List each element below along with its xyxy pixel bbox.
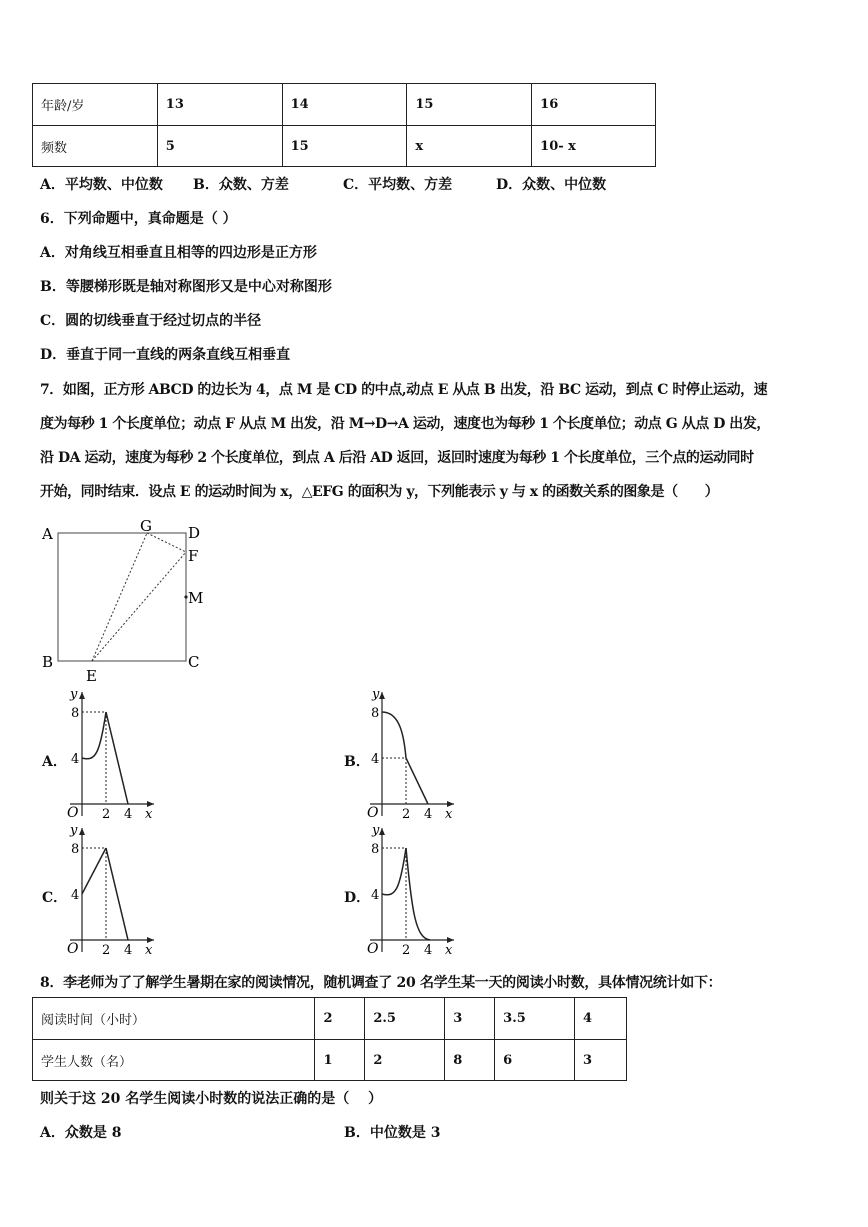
axis-y-label: y	[372, 823, 380, 838]
table-cell: 16	[532, 84, 656, 126]
tick-2: 2	[402, 807, 411, 822]
table-cell: 阅读时间（小时）	[33, 998, 315, 1040]
table-cell: 2	[365, 1040, 445, 1081]
tick-4: 4	[71, 888, 80, 903]
q7-option-b-label: B．	[344, 754, 370, 770]
table-cell: 学生人数（名）	[33, 1040, 315, 1081]
q6-option-b: B．等腰梯形既是轴对称图形又是中心对称图形	[40, 279, 332, 295]
tick-8: 8	[71, 706, 80, 721]
table-cell: 10- x	[532, 126, 656, 167]
label-e: E	[86, 667, 97, 685]
table-cell: 5	[157, 126, 282, 167]
table-cell: 1	[315, 1040, 365, 1081]
table-cell: 15	[407, 84, 532, 126]
table-cell: 15	[282, 126, 407, 167]
axis-x-label: x	[145, 943, 153, 958]
label-d: D	[188, 524, 201, 542]
table-cell: 2.5	[365, 998, 445, 1040]
axis-y-label: y	[70, 823, 78, 838]
tick-8: 8	[371, 706, 380, 721]
tick-4: 4	[71, 752, 80, 767]
label-c: C	[188, 653, 200, 671]
q6-option-c: C．圆的切线垂直于经过切点的半径	[40, 313, 262, 329]
q8-question: 则关于这 20 名学生阅读小时数的说法正确的是（ ）	[40, 1091, 383, 1107]
q6-option-a: A．对角线互相垂直且相等的四边形是正方形	[40, 245, 317, 261]
q7-line-4: 开始，同时结束．设点 E 的运动时间为 x，△EFG 的面积为 y，下列能表示 y 与 x 的函数关系的图象是（ ）	[40, 484, 719, 500]
table-cell: 14	[282, 84, 407, 126]
table-cell: 3	[445, 998, 495, 1040]
table-cell: x	[407, 126, 532, 167]
tick-4: 4	[371, 888, 380, 903]
axis-x-label: x	[445, 943, 453, 958]
q7-line-2: 度为每秒 1 个长度单位；动点 F 从点 M 出发，沿 M→D→A 运动，速度也为每秒 1 个长度单位；动点 G 从点 D 出发，	[40, 416, 770, 432]
origin-label: O	[367, 805, 379, 821]
tick-8: 8	[71, 842, 80, 857]
table-row	[33, 126, 656, 167]
graph-option-c	[62, 822, 162, 958]
q7-line-3: 沿 DA 运动，速度为每秒 2 个长度单位，到点 A 后沿 AD 返回，返回时速度为每秒 1 个长度单位，三个点的运动同时	[40, 450, 754, 466]
q6-stem: 6．下列命题中，真命题是（ ）	[40, 211, 237, 227]
q5-option-b: B．众数、方差	[193, 177, 289, 193]
q5-option-d: D．众数、中位数	[496, 177, 607, 193]
tick-2: 2	[102, 943, 111, 958]
axis-x-label: x	[145, 807, 153, 822]
axis-y-label: y	[372, 687, 380, 702]
axis-y-label: y	[70, 687, 78, 702]
tick-4-x: 4	[424, 807, 433, 822]
tick-4-x: 4	[424, 943, 433, 958]
age-frequency-table	[32, 83, 656, 167]
q8-option-a: A．众数是 8	[40, 1125, 122, 1141]
table-cell: 频数	[33, 126, 158, 167]
q6-option-d: D．垂直于同一直线的两条直线互相垂直	[40, 347, 291, 363]
q7-option-c-label: C．	[42, 890, 68, 906]
table-cell: 2	[315, 998, 365, 1040]
label-m: M	[188, 589, 204, 607]
tick-4-x: 4	[124, 943, 133, 958]
segment-eg	[92, 533, 147, 661]
label-g: G	[140, 517, 152, 535]
axis-x-label: x	[445, 807, 453, 822]
tick-4: 4	[371, 752, 380, 767]
reading-time-table	[32, 997, 627, 1081]
segment-ef	[92, 552, 186, 661]
table-row	[33, 84, 656, 126]
tick-2: 2	[102, 807, 111, 822]
table-cell: 8	[445, 1040, 495, 1081]
graph-option-b	[362, 686, 462, 822]
table-cell: 3.5	[495, 998, 575, 1040]
q7-option-a-label: A．	[42, 754, 67, 770]
label-b: B	[42, 653, 54, 671]
graph-option-a	[62, 686, 162, 822]
q5-option-c: C．平均数、方差	[343, 177, 453, 193]
label-f: F	[188, 547, 199, 565]
tick-2: 2	[402, 943, 411, 958]
square-abcd-figure	[36, 515, 216, 685]
table-row	[33, 998, 627, 1040]
q8-stem: 8．李老师为了了解学生暑期在家的阅读情况，随机调查了 20 名学生某一天的阅读小时数，具体情况统计如下：	[40, 975, 722, 991]
tick-8: 8	[371, 842, 380, 857]
origin-label: O	[367, 941, 379, 957]
tick-4-x: 4	[124, 807, 133, 822]
table-cell: 13	[157, 84, 282, 126]
q7-line-1: 7．如图，正方形 ABCD 的边长为 4，点 M 是 CD 的中点,动点 E 从点 B 出发，沿 BC 运动，到点 C 时停止运动，速	[40, 382, 768, 398]
origin-label: O	[67, 941, 79, 957]
table-cell: 年龄/岁	[33, 84, 158, 126]
square-outline	[58, 533, 186, 661]
origin-label: O	[67, 805, 79, 821]
label-a: A	[42, 525, 53, 543]
q8-option-b: B．中位数是 3	[344, 1125, 441, 1141]
table-cell: 6	[495, 1040, 575, 1081]
table-cell: 3	[575, 1040, 627, 1081]
table-row	[33, 1040, 627, 1081]
q5-option-a: A．平均数、中位数	[40, 177, 163, 193]
graph-option-d	[362, 822, 462, 958]
q7-option-d-label: D．	[344, 890, 371, 906]
table-cell: 4	[575, 998, 627, 1040]
segment-gf	[147, 533, 186, 552]
